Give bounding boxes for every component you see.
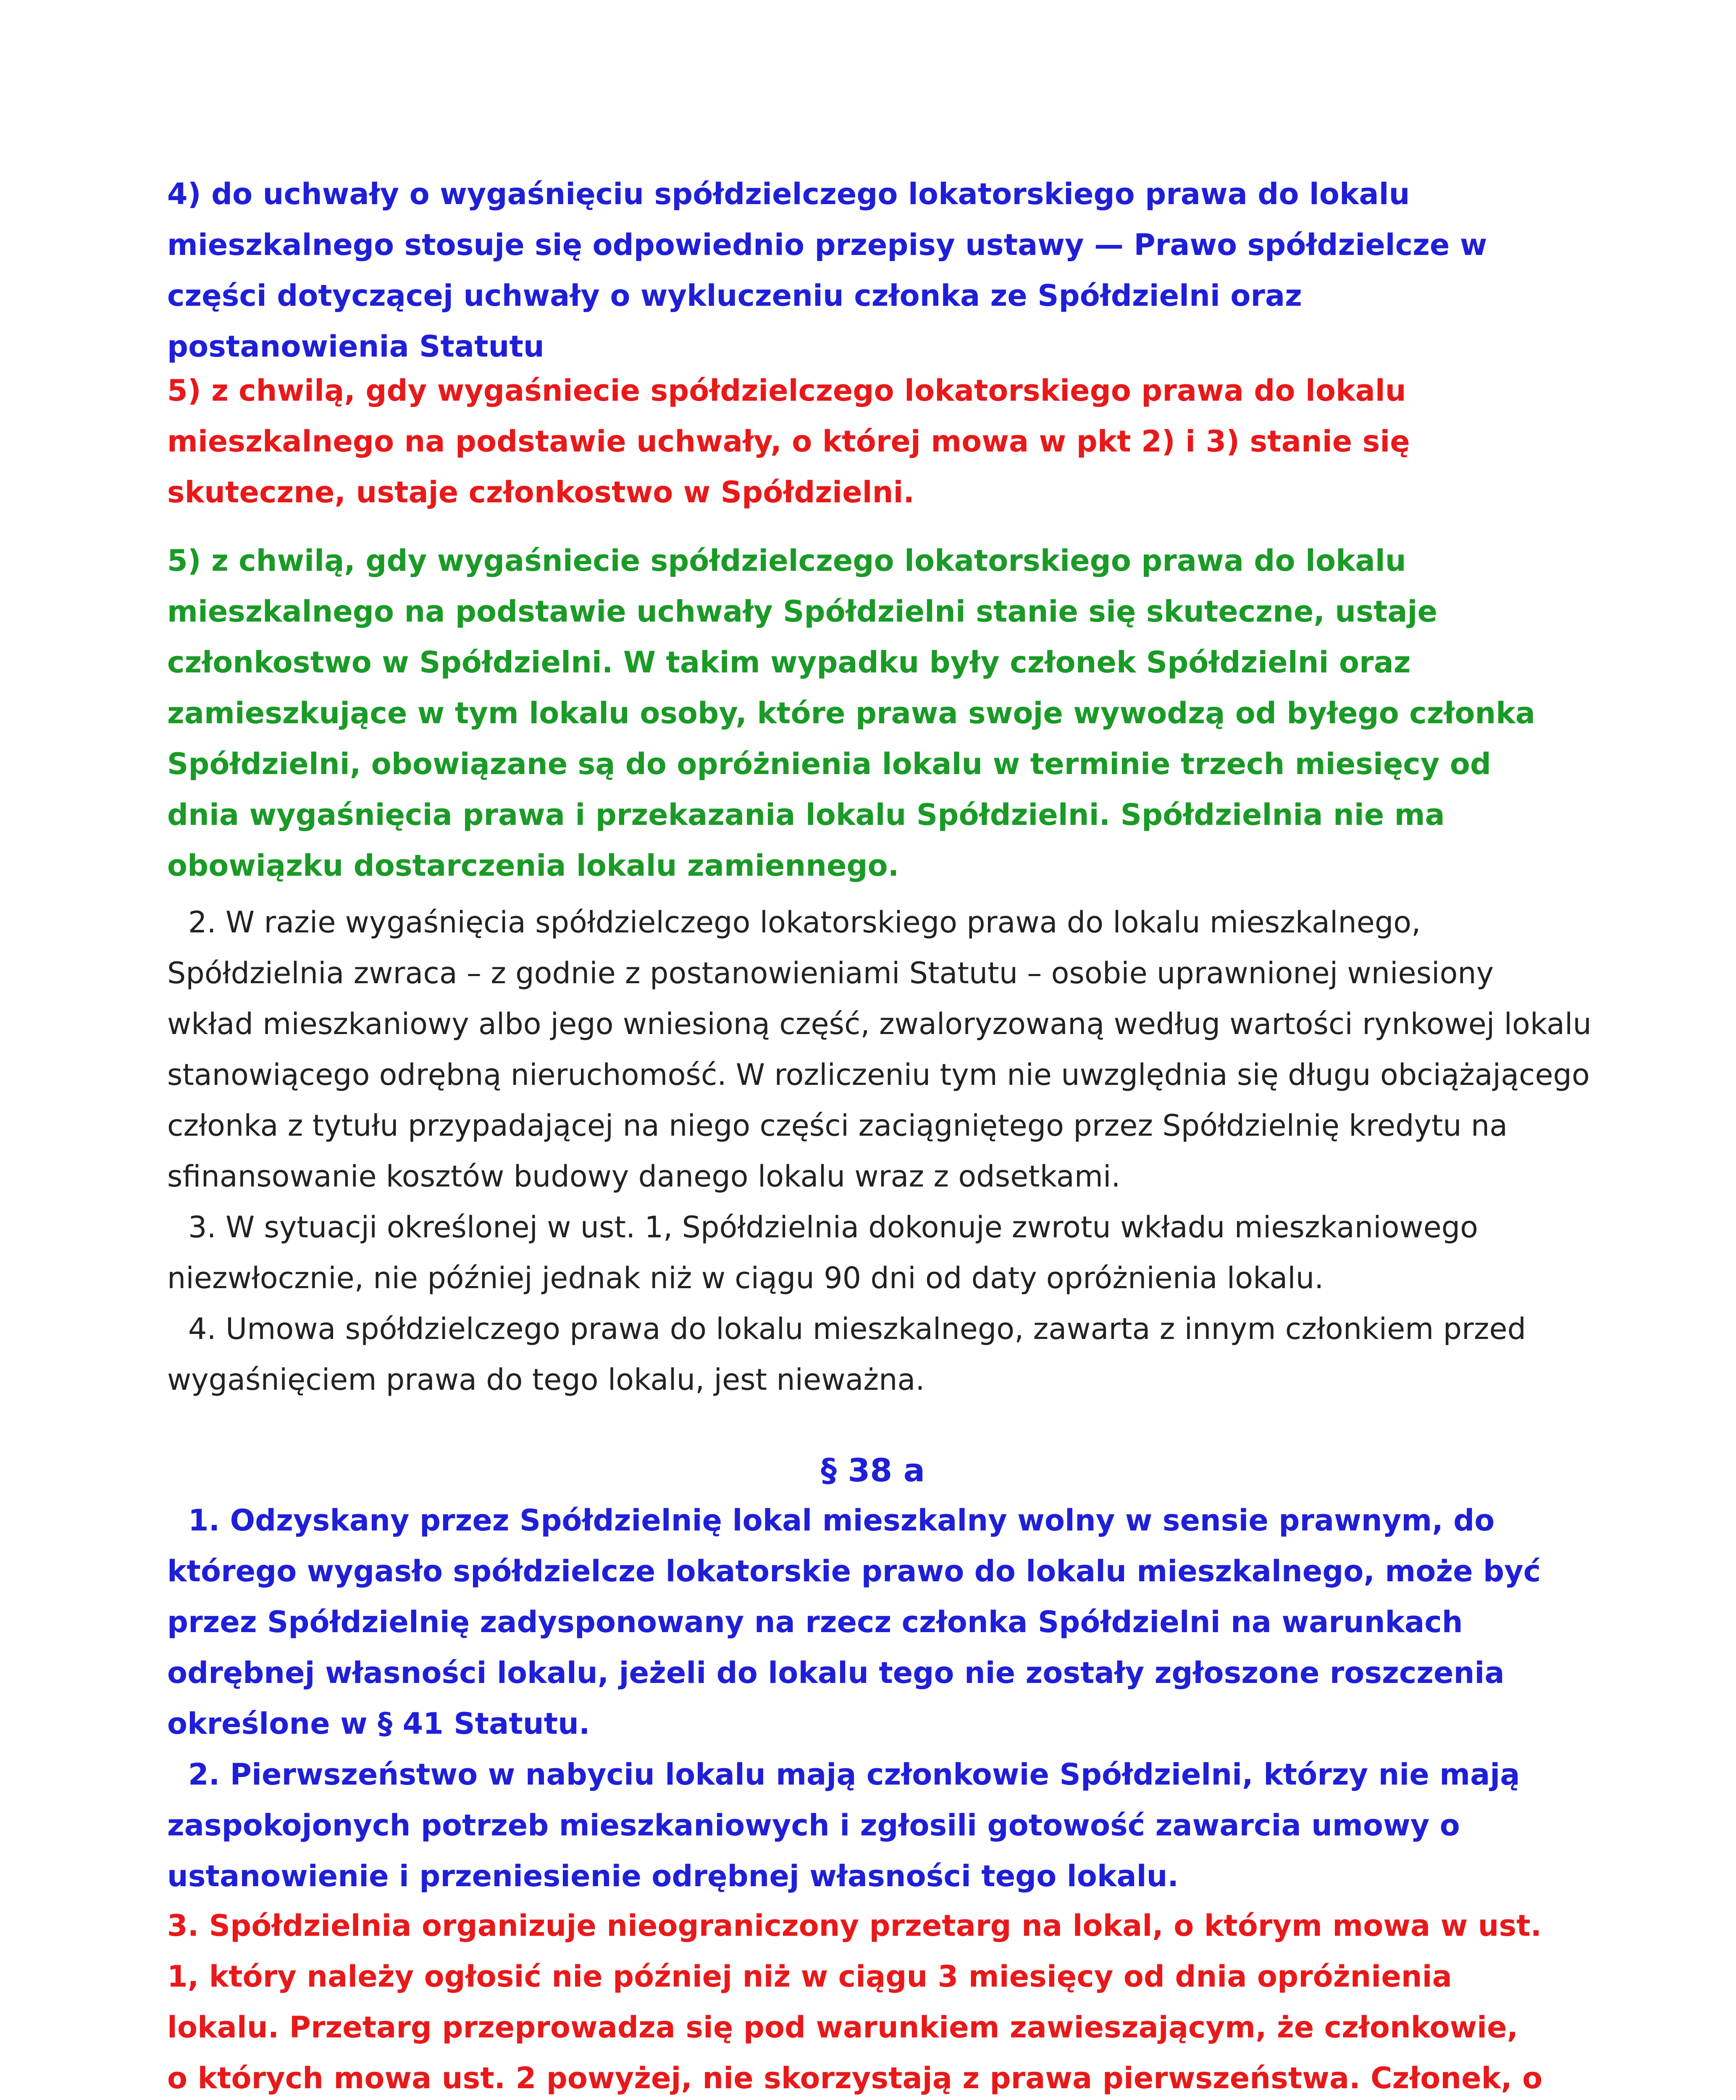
text-line: mieszkalnego stosuje się odpowiednio przepisy ustawy — Prawo spółdzielcze w xyxy=(167,228,1487,262)
text-line: niezwłocznie, nie później jednak niż w ciągu 90 dni od daty opróżnienia lokalu. xyxy=(167,1261,1324,1295)
text-line: zaspokojonych potrzeb mieszkaniowych i zgłosili gotowość zawarcia umowy o xyxy=(167,1808,1460,1843)
section-heading xyxy=(167,1445,1578,1496)
text-line: członka z tytułu przypadającej na niego części zaciągniętego przez Spółdzielnię kredytu na xyxy=(167,1108,1508,1143)
text-line: członkostwo w Spółdzielni. W takim wypadku były członek Spółdzielni oraz xyxy=(167,645,1411,680)
text-line: sfinansowanie kosztów budowy danego lokalu wraz z odsetkami. xyxy=(167,1159,1121,1194)
text-line: części dotyczącej uchwały o wykluczeniu członka ze Spółdzielni oraz xyxy=(167,278,1302,313)
section-blue-paragraphs xyxy=(167,1495,1578,1902)
text-line: 3. Spółdzielnia organizuje nieograniczony przetarg na lokal, o którym mowa w ust. xyxy=(167,1908,1542,1943)
text-line: 4. Umowa spółdzielczego prawa do lokalu mieszkalnego, zawarta z innym członkiem przed xyxy=(188,1312,1526,1346)
text-line: 2. Pierwszeństwo w nabyciu lokalu mają członkowie Spółdzielni, którzy nie mają xyxy=(188,1757,1520,1792)
section-red-paragraph xyxy=(167,1900,1578,2100)
text-line: 5) z chwilą, gdy wygaśniecie spółdzielczego lokatorskiego prawa do lokalu xyxy=(167,373,1406,408)
text-line: Spółdzielnia zwraca – z godnie z postanowieniami Statutu – osobie uprawnionej wniesiony xyxy=(167,956,1494,990)
text-line: przez Spółdzielnię zadysponowany na rzecz członka Spółdzielni na warunkach xyxy=(167,1605,1463,1639)
text-line: dnia wygaśnięcia prawa i przekazania lokalu Spółdzielni. Spółdzielnia nie ma xyxy=(167,798,1445,832)
text-line: określone w § 41 Statutu. xyxy=(167,1706,590,1741)
text-line: Spółdzielni, obowiązane są do opróżnienia lokalu w terminie trzech miesięcy od xyxy=(167,747,1491,781)
text-line: 1. Odzyskany przez Spółdzielnię lokal mieszkalny wolny w sensie prawnym, do xyxy=(188,1503,1495,1538)
text-line: postanowienia Statutu xyxy=(167,329,544,364)
body-paragraphs xyxy=(167,897,1592,1405)
text-line: 5) z chwilą, gdy wygaśniecie spółdzielczego lokatorskiego prawa do lokalu xyxy=(167,543,1406,578)
text-line: 4) do uchwały o wygaśnięciu spółdzielczego lokatorskiego prawa do lokalu xyxy=(167,177,1410,211)
text-line: ustanowienie i przeniesienie odrębnej własności tego lokalu. xyxy=(167,1859,1179,1893)
text-line: zamieszkujące w tym lokalu osoby, które prawa swoje wywodzą od byłego członka xyxy=(167,696,1536,730)
section-heading-text: § 38 a xyxy=(821,1452,925,1489)
text-line: odrębnej własności lokalu, jeżeli do lokalu tego nie zostały zgłoszone roszczenia xyxy=(167,1656,1505,1690)
text-line: stanowiącego odrębną nieruchomość. W rozliczeniu tym nie uwzględnia się długu obciążającego xyxy=(167,1058,1590,1092)
text-line: lokalu. Przetarg przeprowadza się pod warunkiem zawieszającym, że członkowie, xyxy=(167,2010,1518,2045)
item-5-green-paragraph xyxy=(167,536,1578,891)
text-line: skuteczne, ustaje członkostwo w Spółdzielni. xyxy=(167,475,915,509)
text-line: mieszkalnego na podstawie uchwały Spółdzielni stanie się skuteczne, ustaje xyxy=(167,594,1437,629)
text-line: 1, który należy ogłosić nie później niż w ciągu 3 miesięcy od dnia opróżnienia xyxy=(167,1959,1452,1994)
text-line: obowiązku dostarczenia lokalu zamiennego. xyxy=(167,848,899,883)
text-line: o których mowa ust. 2 powyżej, nie skorzystają z prawa pierwszeństwa. Członek, o xyxy=(167,2061,1543,2095)
item-4-paragraph xyxy=(167,169,1578,372)
text-line: mieszkalnego na podstawie uchwały, o której mowa w pkt 2) i 3) stanie się xyxy=(167,424,1410,459)
text-line: wkład mieszkaniowy albo jego wniesioną część, zwaloryzowaną według wartości rynkowej lokalu xyxy=(167,1007,1592,1041)
text-line: 3. W sytuacji określonej w ust. 1, Spółdzielnia dokonuje zwrotu wkładu mieszkaniowego xyxy=(188,1210,1479,1244)
text-line: wygaśnięciem prawa do tego lokalu, jest nieważna. xyxy=(167,1362,925,1397)
item-5-red-paragraph xyxy=(167,365,1578,518)
text-line: którego wygasło spółdzielcze lokatorskie prawo do lokalu mieszkalnego, może być xyxy=(167,1554,1541,1588)
text-line: 2. W razie wygaśnięcia spółdzielczego lokatorskiego prawa do lokalu mieszkalnego, xyxy=(188,905,1421,940)
